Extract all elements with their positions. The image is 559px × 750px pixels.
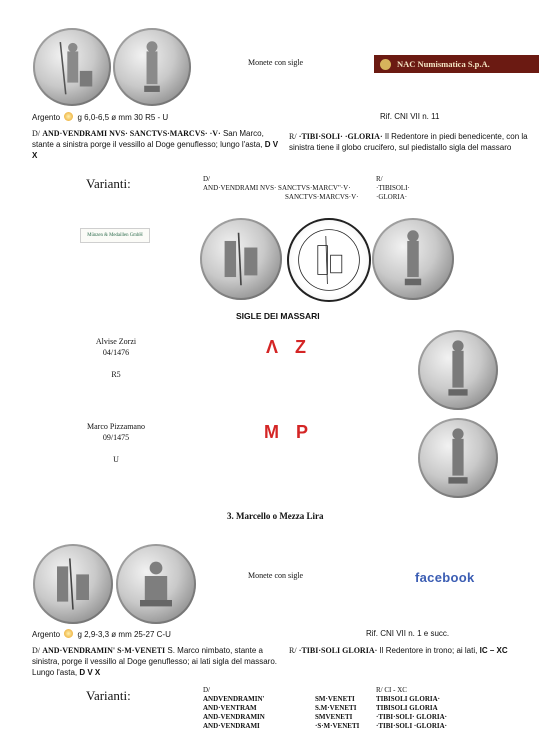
metal-silver-icon	[64, 112, 73, 121]
sigle-title: SIGLE DEI MASSARI	[236, 311, 320, 321]
nac-logo-text: NAC Numismatica S.p.A.	[397, 59, 490, 69]
coin-specs-line	[32, 112, 168, 122]
argento-label: Argento	[32, 113, 61, 122]
varianti-reverse-col	[376, 695, 447, 731]
reverse-desc: Il Redentore in trono; ai lati,	[379, 646, 478, 655]
massaro-rarity: R5	[111, 370, 121, 379]
var-r-head: R/ CI - XC	[376, 686, 407, 694]
sigla-letters: Λ Z	[266, 337, 313, 357]
coin-sigla-pizzamano-image	[418, 418, 498, 498]
coin-specs: g 2,9-3,3 ø mm 25-27 C-U	[77, 630, 171, 639]
nac-logo	[374, 55, 539, 73]
variant-line: ·TIBI·SOLI· GLORIA·	[376, 713, 447, 721]
obverse-description	[32, 645, 284, 678]
obverse-description	[32, 128, 280, 161]
munzen-medaillen-logo	[80, 228, 150, 243]
variant-line: S.M·VENETI	[315, 704, 357, 712]
reverse-ic-xc: IC – XC	[479, 646, 508, 655]
reverse-desc: Il Redentore in piedi benedicente, con la sinistra tiene il globo crucifero, sul piedistallo sigla del massaro	[289, 132, 528, 152]
variant-line: SM·VENETI	[315, 695, 355, 703]
variant-line: AND·VENTRAM	[203, 704, 257, 712]
reverse-prefix: R/	[289, 132, 297, 141]
varianti-obverse-col1	[203, 695, 265, 731]
varianti-label: Varianti:	[86, 688, 131, 703]
facebook-logo: facebook	[415, 570, 475, 585]
rif-reference: Rif. CNI VII n. 11	[380, 112, 440, 121]
reverse-legend: ·TIBI·SOLI GLORIA·	[298, 646, 378, 655]
sigla-entry-2	[74, 421, 158, 465]
obverse-legend: AND·VENDRAMIN' S·M·VENETI	[42, 646, 166, 655]
obverse-dvx: D V X	[32, 140, 279, 160]
metal-silver-icon	[64, 629, 73, 638]
coin-reverse-image	[116, 544, 196, 624]
coin-specs: g 6,0-6,5 ø mm 30 R5 - U	[77, 113, 169, 122]
variant-line: ·S·M·VENETI	[315, 722, 360, 730]
reverse-description	[289, 645, 539, 656]
var-r-head: R/	[376, 175, 383, 183]
variant-line: AND-VENDRAMIN	[203, 713, 265, 721]
coin-variant-obverse-image	[200, 218, 282, 300]
massaro-name: Alvise Zorzi	[95, 337, 137, 346]
massaro-rarity: U	[113, 455, 119, 464]
obverse-desc: San Marco, stante a sinistra porge il vessillo al Doge genuflesso; lungo l'asta,	[32, 129, 264, 149]
obverse-desc: S. Marco nimbato, stante a sinistra, porge il vessillo al Doge genuflesso; ai lati sigla del massaro. Lungo l'asta,	[32, 646, 278, 677]
coin-reverse-image	[113, 28, 191, 106]
var-r-line2: ·GLORIA·	[376, 193, 408, 201]
massaro-date: 09/1475	[102, 433, 130, 442]
var-d-line2: SANCTVS·MARCVS·V·	[285, 193, 359, 201]
varianti-reverse-block	[376, 175, 410, 202]
section-title: 3. Marcello o Mezza Lira	[227, 511, 324, 521]
var-d-head: D/	[203, 175, 210, 183]
argento-label: Argento	[32, 630, 61, 639]
variant-line: SMVENETI	[315, 713, 353, 721]
coin-drawing-obverse-image	[287, 218, 371, 302]
sigla-letters: M P	[264, 422, 315, 442]
reverse-legend: ·TIBI·SOLI· ·GLORIA·	[298, 132, 383, 141]
obverse-dvx: D V X	[79, 668, 101, 677]
monete-con-sigle-label: Monete con sigle	[248, 58, 304, 67]
rif-reference: Rif. CNI VII n. 1 e succ.	[366, 629, 450, 638]
variant-line: TIBISOLI GLORIA·	[376, 695, 440, 703]
monete-con-sigle-label: Monete con sigle	[248, 571, 304, 580]
variant-line: AND·VENDRAMI	[203, 722, 260, 730]
reverse-prefix: R/	[289, 646, 297, 655]
nac-emblem-icon	[380, 59, 391, 70]
coin-obverse-image	[33, 28, 111, 106]
var-d-head: D/	[203, 686, 210, 694]
varianti-obverse-col2	[315, 695, 359, 731]
coin-variant-reverse-image	[372, 218, 454, 300]
variant-line: TIBISOLI GLORIA	[376, 704, 438, 712]
obverse-prefix: D/	[32, 129, 40, 138]
coin-sigla-zorzi-image	[418, 330, 498, 410]
coin-obverse-image	[33, 544, 113, 624]
varianti-obverse-block	[203, 175, 359, 202]
obverse-legend: AND·VENDRAMI NVS· SANCTVS·MARCVS· ·V·	[42, 129, 221, 138]
variant-line: ·TIBI·SOLI ·GLORIA·	[376, 722, 447, 730]
var-d-line1: AND·VENDRAMI NVS· SANCTVS·MARCV"·V·	[203, 184, 351, 192]
coin-specs-line	[32, 629, 171, 639]
munzen-logo-text: Münzen & Medaillen GmbH	[87, 233, 143, 238]
massaro-name: Marco Pizzamano	[87, 422, 145, 431]
obverse-prefix: D/	[32, 646, 40, 655]
massaro-date: 04/1476	[102, 348, 130, 357]
reverse-description	[289, 131, 533, 153]
variant-line: ANDVENDRAMIN'	[203, 695, 265, 703]
var-r-line1: ·TIBISOLI·	[376, 184, 410, 192]
varianti-label: Varianti:	[86, 176, 131, 191]
sigla-entry-1	[84, 336, 148, 380]
